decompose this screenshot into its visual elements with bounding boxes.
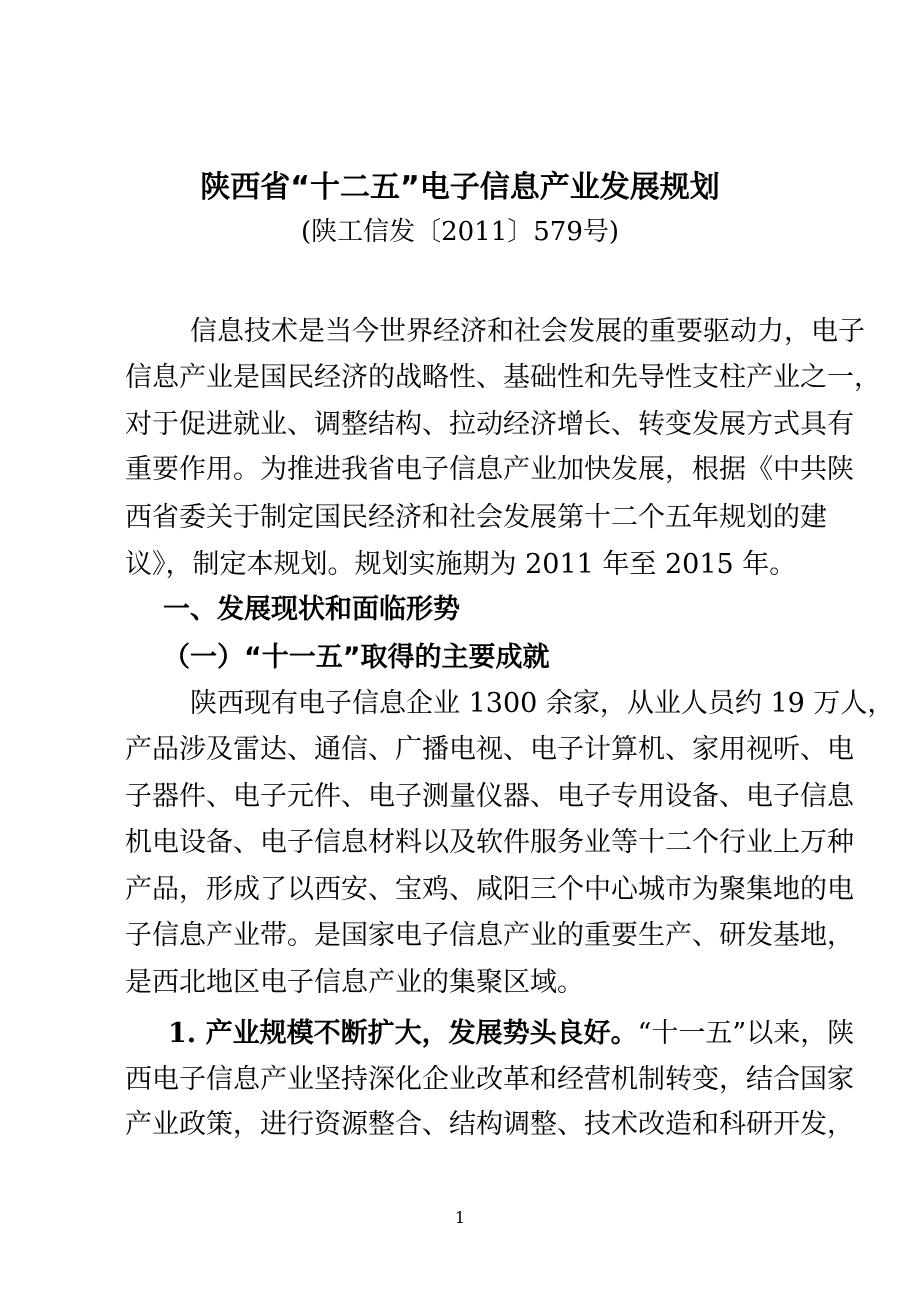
text-line: 产业政策，进行资源整合、结构调整、技术改造和科研开发， [125,1109,854,1140]
text-line: 是西北地区电子信息产业的集聚区域。 [125,967,584,998]
point-1-lead: 1. 产业规模不断扩大，发展势头良好。 [168,1018,638,1049]
text-line: 信息产业是国民经济的战略性、基础性和先导性支柱产业之一， [125,362,881,393]
text-line: 西省委关于制定国民经济和社会发展第十二个五年规划的建 [125,502,827,533]
text-line: 信息技术是当今世界经济和社会发展的重要驱动力，电子 [190,316,865,347]
text-line: 子器件、电子元件、电子测量仪器、电子专用设备、电子信息 [125,781,854,812]
subsection-heading: （一）“十一五”取得的主要成就 [163,642,550,673]
text-line: 机电设备、电子信息材料以及软件服务业等十二个行业上万种 [125,827,854,858]
document-number: (陕工信发〔2011〕579号) [300,217,620,247]
text-line: 产品，形成了以西安、宝鸡、咸阳三个中心城市为聚集地的电 [125,874,854,905]
text-line: 子信息产业带。是国家电子信息产业的重要生产、研发基地， [125,920,854,951]
page-number: 1 [454,1208,466,1227]
text-line: 议》，制定本规划。规划实施期为 2011 年至 2015 年。 [125,549,797,580]
text-line: 产品涉及雷达、通信、广播电视、电子计算机、家用视听、电 [125,734,854,765]
text-line [168,1011,855,1057]
section-heading: 一、发展现状和面临形势 [163,594,460,625]
document-title: 陕西省“十二五”电子信息产业发展规划 [200,170,720,205]
text-line: 重要作用。为推进我省电子信息产业加快发展，根据《中共陕 [125,454,854,485]
text-line: 对于促进就业、调整结构、拉动经济增长、转变发展方式具有 [125,409,854,440]
text-line: 陕西现有电子信息企业 1300 余家，从业人员约 19 万人， [190,688,895,719]
point-1-rest: “十一五”以来，陕 [637,1018,855,1049]
text-line: 西电子信息产业坚持深化企业改革和经营机制转变，结合国家 [125,1064,854,1095]
